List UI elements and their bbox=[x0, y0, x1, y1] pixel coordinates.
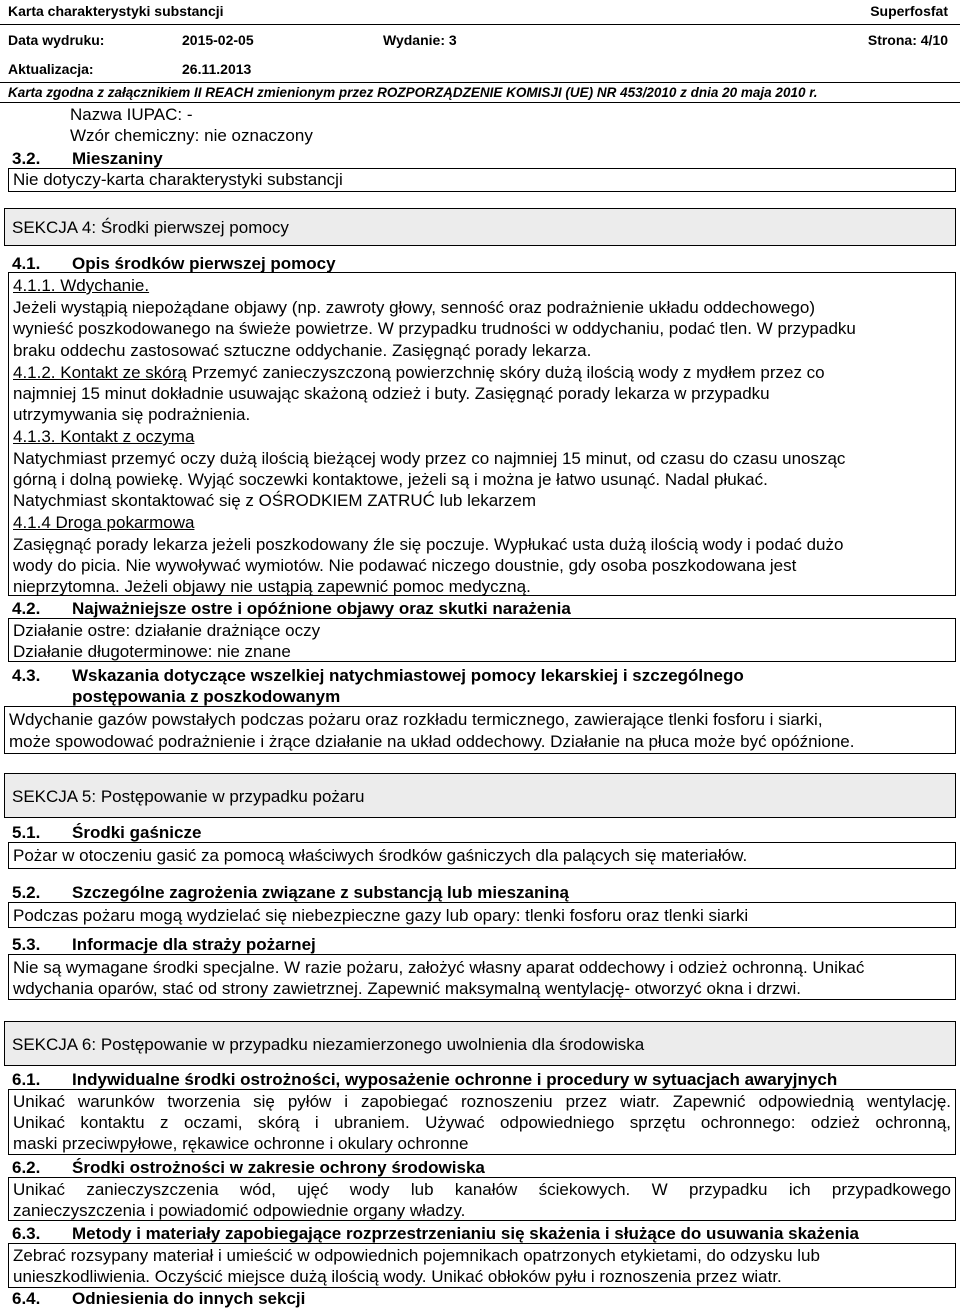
ingestion-title: 4.1.4 Droga pokarmowa bbox=[13, 513, 195, 532]
hazards-text: Podczas pożaru mogą wydzielać się niebezpieczne gazy lub opary: tlenki fosforu oraz tlenki siarki bbox=[13, 906, 749, 925]
inhalation-text: wynieść poszkodowanego na świeże powietrze. W przypadku trudności w oddychaniu, podać tlen. W przypadku bbox=[13, 319, 856, 338]
subsection-number: 3.2. bbox=[12, 149, 41, 168]
subsection-title: Informacje dla straży pożarnej bbox=[72, 935, 316, 954]
subsection-title-cont: postępowania z poszkodowanym bbox=[72, 687, 341, 706]
subsection-6-2 bbox=[12, 1157, 485, 1179]
acute-effects: Działanie ostre: działanie drażniące oczy bbox=[13, 621, 321, 640]
page-number: Strona: 4/10 bbox=[867, 32, 948, 48]
header-rule bbox=[0, 102, 960, 103]
containment-text: unieszkodliwienia. Oczyścić miejsce dużą ilością wody. Unikać obłoków pyłu i roznoszenia przez wiatr. bbox=[13, 1267, 782, 1286]
subsection-title: Opis środków pierwszej pomocy bbox=[72, 254, 336, 273]
subsection-title: Metody i materiały zapobiegające rozprzestrzenianiu się skażenia i służące do usuwania skażenia bbox=[72, 1224, 860, 1243]
subsection-number: 6.2. bbox=[12, 1158, 41, 1177]
subsection-number: 6.4. bbox=[12, 1289, 41, 1308]
update-label: Aktualizacja: bbox=[8, 61, 94, 77]
print-date-label: Data wydruku: bbox=[8, 32, 105, 48]
subsection-number: 4.3. bbox=[12, 666, 41, 685]
subsection-4-2 bbox=[12, 598, 571, 620]
section-title: SEKCJA 6: Postępowanie w przypadku niezamierzonego uwolnienia dla środowiska bbox=[12, 1035, 645, 1054]
section-4-header bbox=[4, 208, 956, 246]
subsection-3-2 bbox=[12, 148, 163, 170]
subsection-5-2 bbox=[12, 882, 569, 904]
subsection-title: Środki gaśnicze bbox=[72, 823, 202, 842]
subsection-number: 6.1. bbox=[12, 1070, 41, 1089]
firefighters-text: wdychania oparów, stać od strony zawietrznej. Zapewnić maksymalną wentylację- otworzyć okna i drzwi. bbox=[13, 979, 801, 998]
ingestion-text: Zasięgnąć porady lekarza jeżeli poszkodowany źle się poczuje. Wypłukać usta dużą ilością wody i podać dużo bbox=[13, 535, 844, 554]
print-date: 2015-02-05 bbox=[182, 32, 254, 48]
subsection-4-3 bbox=[12, 665, 744, 687]
section-5-header bbox=[4, 773, 956, 818]
subsection-number: 5.2. bbox=[12, 883, 41, 902]
skin-contact-title: 4.1.2. Kontakt ze skórą bbox=[13, 363, 187, 382]
ingestion-text: wody do picia. Nie wywoływać wymiotów. Nie podawać niczego doustnie, gdy osoba poszkodowana jest bbox=[13, 556, 797, 575]
regulation-note: Karta zgodna z załącznikiem II REACH zmienionym przez ROZPORZĄDZENIE KOMISJI (UE) NR 453/2010 z dnia 20 maja 2010 r. bbox=[8, 85, 818, 100]
mixtures-box bbox=[8, 168, 956, 192]
document-title: Karta charakterystyki substancji bbox=[8, 3, 224, 19]
environmental-box bbox=[8, 1177, 956, 1221]
personal-precautions-box bbox=[8, 1089, 956, 1155]
precautions-text: Unikać warunków tworzenia się pyłów i zapobiegać roznoszeniu przez wiatr. Zapewnić odpowiednią wentylację. bbox=[13, 1092, 951, 1111]
firefighters-text: Nie są wymagane środki specjalne. W razie pożaru, założyć własny aparat oddechowy i odzież ochronną. Unikać bbox=[13, 958, 865, 977]
edition: Wydanie: 3 bbox=[383, 32, 457, 48]
chemical-formula: Wzór chemiczny: nie oznaczony bbox=[70, 126, 313, 145]
section-title: SEKCJA 5: Postępowanie w przypadku pożaru bbox=[12, 787, 365, 806]
subsection-6-4 bbox=[12, 1288, 305, 1310]
first-aid-box bbox=[8, 272, 956, 596]
subsection-title: Wskazania dotyczące wszelkiej natychmiastowej pomocy lekarskiej i szczególnego bbox=[72, 666, 744, 685]
extinguishing-box bbox=[8, 842, 956, 869]
subsection-number: 4.2. bbox=[12, 599, 41, 618]
environmental-text: zanieczyszczenia i powiadomić odpowiednie organy władzy. bbox=[13, 1201, 466, 1220]
subsection-number: 5.3. bbox=[12, 935, 41, 954]
iupac-name: Nazwa IUPAC: - bbox=[70, 105, 193, 124]
hazards-box bbox=[8, 902, 956, 928]
subsection-title: Najważniejsze ostre i opóźnione objawy oraz skutki narażenia bbox=[72, 599, 571, 618]
subsection-title: Mieszaniny bbox=[72, 149, 163, 168]
extinguishing-text: Pożar w otoczeniu gasić za pomocą właściwych środków gaśniczych dla palących się materiałów. bbox=[13, 846, 748, 865]
symptoms-box bbox=[8, 618, 956, 662]
environmental-text: Unikać zanieczyszczenia wód, ujęć wody lub kanałów ściekowych. W przypadku ich przypadkowego bbox=[13, 1180, 951, 1199]
header-rule bbox=[0, 24, 960, 25]
subsection-5-1 bbox=[12, 822, 201, 844]
skin-contact-text: utrzymywania się podrażnienia. bbox=[13, 405, 251, 424]
chronic-effects: Działanie długoterminowe: nie znane bbox=[13, 642, 291, 661]
section-title: SEKCJA 4: Środki pierwszej pomocy bbox=[12, 218, 289, 237]
mixtures-text: Nie dotyczy-karta charakterystyki substancji bbox=[13, 170, 343, 189]
eye-contact-text: górną i dolną powiekę. Wyjąć soczewki kontaktowe, jeżeli są i można je łatwo usunąć. Nadal płukać. bbox=[13, 470, 768, 489]
subsection-title: Indywidualne środki ostrożności, wyposażenie ochronne i procedury w sytuacjach awaryjnych bbox=[72, 1070, 838, 1089]
subsection-6-1 bbox=[12, 1069, 837, 1091]
section-6-header bbox=[4, 1021, 956, 1066]
subsection-title: Odniesienia do innych sekcji bbox=[72, 1289, 306, 1308]
subsection-6-3 bbox=[12, 1223, 859, 1245]
medical-text: Wdychanie gazów powstałych podczas pożaru oraz rozkładu termicznego, zawierające tlenki fosforu i siarki, bbox=[9, 710, 823, 729]
containment-text: Zebrać rozsypany materiał i umieścić w odpowiednich pojemnikach opatrzonych etykietami, do odzysku lub bbox=[13, 1246, 820, 1265]
update-date: 26.11.2013 bbox=[182, 61, 252, 77]
subsection-5-3 bbox=[12, 934, 316, 956]
subsection-number: 6.3. bbox=[12, 1224, 41, 1243]
firefighters-box bbox=[8, 954, 956, 1000]
eye-contact-text: Natychmiast skontaktować się z OŚRODKIEM ZATRUĆ lub lekarzem bbox=[13, 491, 537, 510]
subsection-number: 5.1. bbox=[12, 823, 41, 842]
subsection-title: Szczególne zagrożenia związane z substancją lub mieszaniną bbox=[72, 883, 569, 902]
inhalation-text: braku oddechu zastosować sztuczne oddychanie. Zasięgnąć porady lekarza. bbox=[13, 341, 592, 360]
inhalation-text: Jeżeli wystąpią niepożądane objawy (np. zawroty głowy, senność oraz podrażnienie układu oddechowego) bbox=[13, 298, 815, 317]
precautions-text: maski przeciwpyłowe, rękawice ochronne i okulary ochronne bbox=[13, 1134, 469, 1153]
product-name: Superfosfat bbox=[870, 3, 948, 19]
header-rule bbox=[0, 82, 960, 83]
ingestion-text: nieprzytomna. Jeżeli objawy nie ustąpią zapewnić pomoc medyczną. bbox=[13, 577, 531, 596]
medical-attention-box bbox=[4, 706, 956, 754]
containment-box bbox=[8, 1243, 956, 1288]
skin-contact-text: Przemyć zanieczyszczoną powierzchnię skóry dużą ilością wody z mydłem przez co bbox=[186, 363, 825, 382]
eye-contact-title: 4.1.3. Kontakt z oczyma bbox=[13, 427, 195, 446]
subsection-title: Środki ostrożności w zakresie ochrony środowiska bbox=[72, 1158, 485, 1177]
precautions-text: Unikać kontaktu z oczami, skórą i ubraniem. Używać odpowiedniego sprzętu ochronnego: odzież ochronną, bbox=[13, 1113, 951, 1132]
eye-contact-text: Natychmiast przemyć oczy dużą ilością bieżącej wody przez co najmniej 15 minut, od czasu do czasu unosząc bbox=[13, 449, 846, 468]
skin-contact-text: najmniej 15 minut dokładnie usuwając skażoną odzież i buty. Zasięgnąć porady lekarza w przypadku bbox=[13, 384, 770, 403]
medical-text: może spowodować podrażnienie i żrące działanie na układ oddechowy. Działanie na płuca może być opóźnione. bbox=[9, 732, 855, 751]
subsection-number: 4.1. bbox=[12, 254, 41, 273]
inhalation-title: 4.1.1. Wdychanie. bbox=[13, 276, 150, 295]
